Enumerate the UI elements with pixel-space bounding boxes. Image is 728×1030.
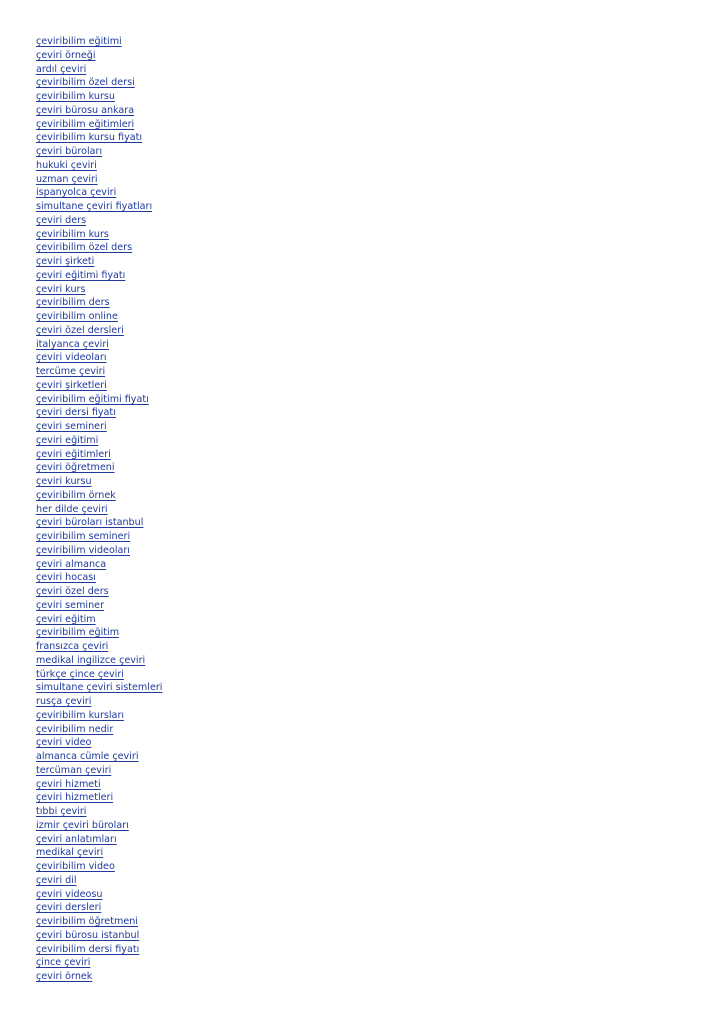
list-item xyxy=(36,541,162,555)
link-item[interactable]: çeviri hizmeti xyxy=(36,778,101,790)
list-item xyxy=(36,60,162,74)
list-item xyxy=(36,775,162,789)
list-item xyxy=(36,335,162,349)
list-item xyxy=(36,610,162,624)
list-item xyxy=(36,885,162,899)
link-item[interactable]: tercüme çeviri xyxy=(36,366,106,377)
link-item[interactable]: çeviri örneği xyxy=(36,49,96,61)
list-item xyxy=(36,637,162,651)
list-item xyxy=(36,417,162,431)
link-item[interactable]: çeviri anlatımları xyxy=(36,833,117,845)
list-item xyxy=(36,651,162,665)
link-item[interactable]: çeviribilim eğitimi xyxy=(36,36,122,47)
link-item[interactable]: simultane çeviri sistemleri xyxy=(36,682,163,694)
list-item xyxy=(36,830,162,844)
list-item xyxy=(36,678,162,692)
link-item[interactable]: çeviri öğretmeni xyxy=(36,462,115,474)
link-item[interactable]: çeviribilim eğitim xyxy=(36,627,120,639)
link-item[interactable]: italyanca çeviri xyxy=(36,338,109,350)
link-item[interactable]: çeviri videosu xyxy=(36,888,103,900)
list-item xyxy=(36,733,162,747)
link-item[interactable]: çeviri bürosu istanbul xyxy=(36,929,140,941)
list-item xyxy=(36,623,162,637)
list-item xyxy=(36,953,162,967)
list-item xyxy=(36,197,162,211)
link-item[interactable]: çeviri videoları xyxy=(36,352,107,364)
link-item[interactable]: çeviribilim kursları xyxy=(36,709,125,721)
list-item xyxy=(36,816,162,830)
link-item[interactable]: çeviribilim eğitimi fiyatı xyxy=(36,393,149,405)
link-item[interactable]: çeviri semineri xyxy=(36,421,107,432)
link-item[interactable]: çeviri eğitim xyxy=(36,613,96,625)
link-item[interactable]: çeviri video xyxy=(36,737,92,749)
link-item[interactable]: çeviribilim örnek xyxy=(36,489,116,501)
link-item[interactable]: çeviri hizmetleri xyxy=(36,792,114,804)
list-item xyxy=(36,115,162,129)
link-item[interactable]: çeviribilim videoları xyxy=(36,544,130,556)
link-item[interactable]: uzman çeviri xyxy=(36,173,98,185)
list-item xyxy=(36,486,162,500)
link-item[interactable]: çeviri eğitimleri xyxy=(36,448,111,460)
list-item xyxy=(36,376,162,390)
link-item[interactable]: çeviribilim özel dersi xyxy=(36,77,135,89)
list-item xyxy=(36,293,162,307)
list-item xyxy=(36,225,162,239)
link-item[interactable]: çeviri eğitimi xyxy=(36,434,99,446)
list-item xyxy=(36,458,162,472)
link-item[interactable]: çince çeviri xyxy=(36,957,91,969)
link-item[interactable]: medikal ingilizce çeviri xyxy=(36,654,146,666)
list-item xyxy=(36,46,162,60)
link-item[interactable]: her dilde çeviri xyxy=(36,503,108,515)
list-item xyxy=(36,238,162,252)
link-item[interactable]: çeviri büroları istanbul xyxy=(36,517,144,529)
list-item xyxy=(36,706,162,720)
link-item[interactable]: çeviri dersi fiyatı xyxy=(36,407,116,419)
link-item[interactable]: rusça çeviri xyxy=(36,696,92,707)
link-item[interactable]: türkçe çince çeviri xyxy=(36,668,124,680)
list-item xyxy=(36,101,162,115)
link-item[interactable]: çeviri şirketleri xyxy=(36,379,107,391)
link-item[interactable]: çeviribilim video xyxy=(36,861,115,872)
link-list xyxy=(36,32,162,981)
list-item xyxy=(36,665,162,679)
list-item xyxy=(36,857,162,871)
list-item xyxy=(36,967,162,981)
link-item[interactable]: çeviribilim kursu fiyatı xyxy=(36,132,143,144)
list-item xyxy=(36,73,162,87)
link-item[interactable]: çeviribilim online xyxy=(36,311,118,322)
link-item[interactable]: çeviri kurs xyxy=(36,283,86,295)
link-item[interactable]: almanca cümle çeviri xyxy=(36,751,139,762)
list-item xyxy=(36,321,162,335)
list-item xyxy=(36,87,162,101)
link-item[interactable]: ardıl çeviri xyxy=(36,63,87,75)
list-item xyxy=(36,898,162,912)
list-item xyxy=(36,362,162,376)
list-item xyxy=(36,142,162,156)
list-item xyxy=(36,940,162,954)
list-item xyxy=(36,348,162,362)
list-item xyxy=(36,32,162,46)
link-item[interactable]: çeviri hocası xyxy=(36,572,96,584)
list-item xyxy=(36,926,162,940)
link-item[interactable]: fransızca çeviri xyxy=(36,641,109,652)
list-item xyxy=(36,156,162,170)
list-item xyxy=(36,843,162,857)
link-item[interactable]: çeviribilim eğitimleri xyxy=(36,118,135,130)
link-item[interactable]: çeviribilim ders xyxy=(36,297,110,309)
list-item xyxy=(36,761,162,775)
link-item[interactable]: çeviri özel dersleri xyxy=(36,324,124,336)
list-item xyxy=(36,912,162,926)
list-item xyxy=(36,871,162,885)
list-item xyxy=(36,527,162,541)
list-item xyxy=(36,307,162,321)
list-item xyxy=(36,555,162,569)
link-item[interactable]: çeviri eğitimi fiyatı xyxy=(36,269,126,281)
link-item[interactable]: çeviri özel ders xyxy=(36,586,109,597)
link-item[interactable]: çeviri dil xyxy=(36,874,77,886)
list-item xyxy=(36,720,162,734)
link-item[interactable]: çeviri büroları xyxy=(36,146,103,157)
link-item[interactable]: çeviri ders xyxy=(36,214,87,226)
list-item xyxy=(36,183,162,197)
list-item xyxy=(36,582,162,596)
list-item xyxy=(36,802,162,816)
link-item[interactable]: çeviribilim özel ders xyxy=(36,242,133,254)
list-item xyxy=(36,170,162,184)
list-item xyxy=(36,211,162,225)
link-item[interactable]: çeviribilim nedir xyxy=(36,723,114,735)
link-item[interactable]: çeviribilim dersi fiyatı xyxy=(36,943,140,955)
list-item xyxy=(36,266,162,280)
list-item xyxy=(36,568,162,582)
link-item[interactable]: simultane çeviri fiyatları xyxy=(36,201,153,212)
list-item xyxy=(36,280,162,294)
link-item[interactable]: çeviri bürosu ankara xyxy=(36,104,135,116)
list-item xyxy=(36,252,162,266)
link-item[interactable]: hukuki çeviri xyxy=(36,159,97,171)
link-item[interactable]: çeviribilim öğretmeni xyxy=(36,916,138,927)
list-item xyxy=(36,500,162,514)
list-item xyxy=(36,445,162,459)
link-item[interactable]: çeviribilim semineri xyxy=(36,531,131,542)
link-item[interactable]: ispanyolca çeviri xyxy=(36,187,117,199)
link-item[interactable]: çeviri örnek xyxy=(36,971,93,982)
list-item xyxy=(36,513,162,527)
link-item[interactable]: çeviri kursu xyxy=(36,476,92,487)
link-item[interactable]: çeviri almanca xyxy=(36,558,107,570)
link-item[interactable]: tıbbi çeviri xyxy=(36,806,87,817)
list-item xyxy=(36,128,162,142)
list-item xyxy=(36,403,162,417)
list-item xyxy=(36,472,162,486)
link-item[interactable]: çeviri şirketi xyxy=(36,256,95,267)
list-item xyxy=(36,747,162,761)
list-item xyxy=(36,431,162,445)
list-item xyxy=(36,596,162,610)
link-item[interactable]: izmir çeviri büroları xyxy=(36,819,129,831)
link-item[interactable]: çeviribilim kurs xyxy=(36,228,109,240)
link-item[interactable]: çeviribilim kursu xyxy=(36,91,115,102)
link-item[interactable]: medikal çeviri xyxy=(36,847,104,859)
link-item[interactable]: çeviri dersleri xyxy=(36,902,102,914)
link-item[interactable]: çeviri seminer xyxy=(36,599,105,611)
link-item[interactable]: tercüman çeviri xyxy=(36,764,112,776)
list-item xyxy=(36,692,162,706)
list-item xyxy=(36,788,162,802)
list-item xyxy=(36,390,162,404)
